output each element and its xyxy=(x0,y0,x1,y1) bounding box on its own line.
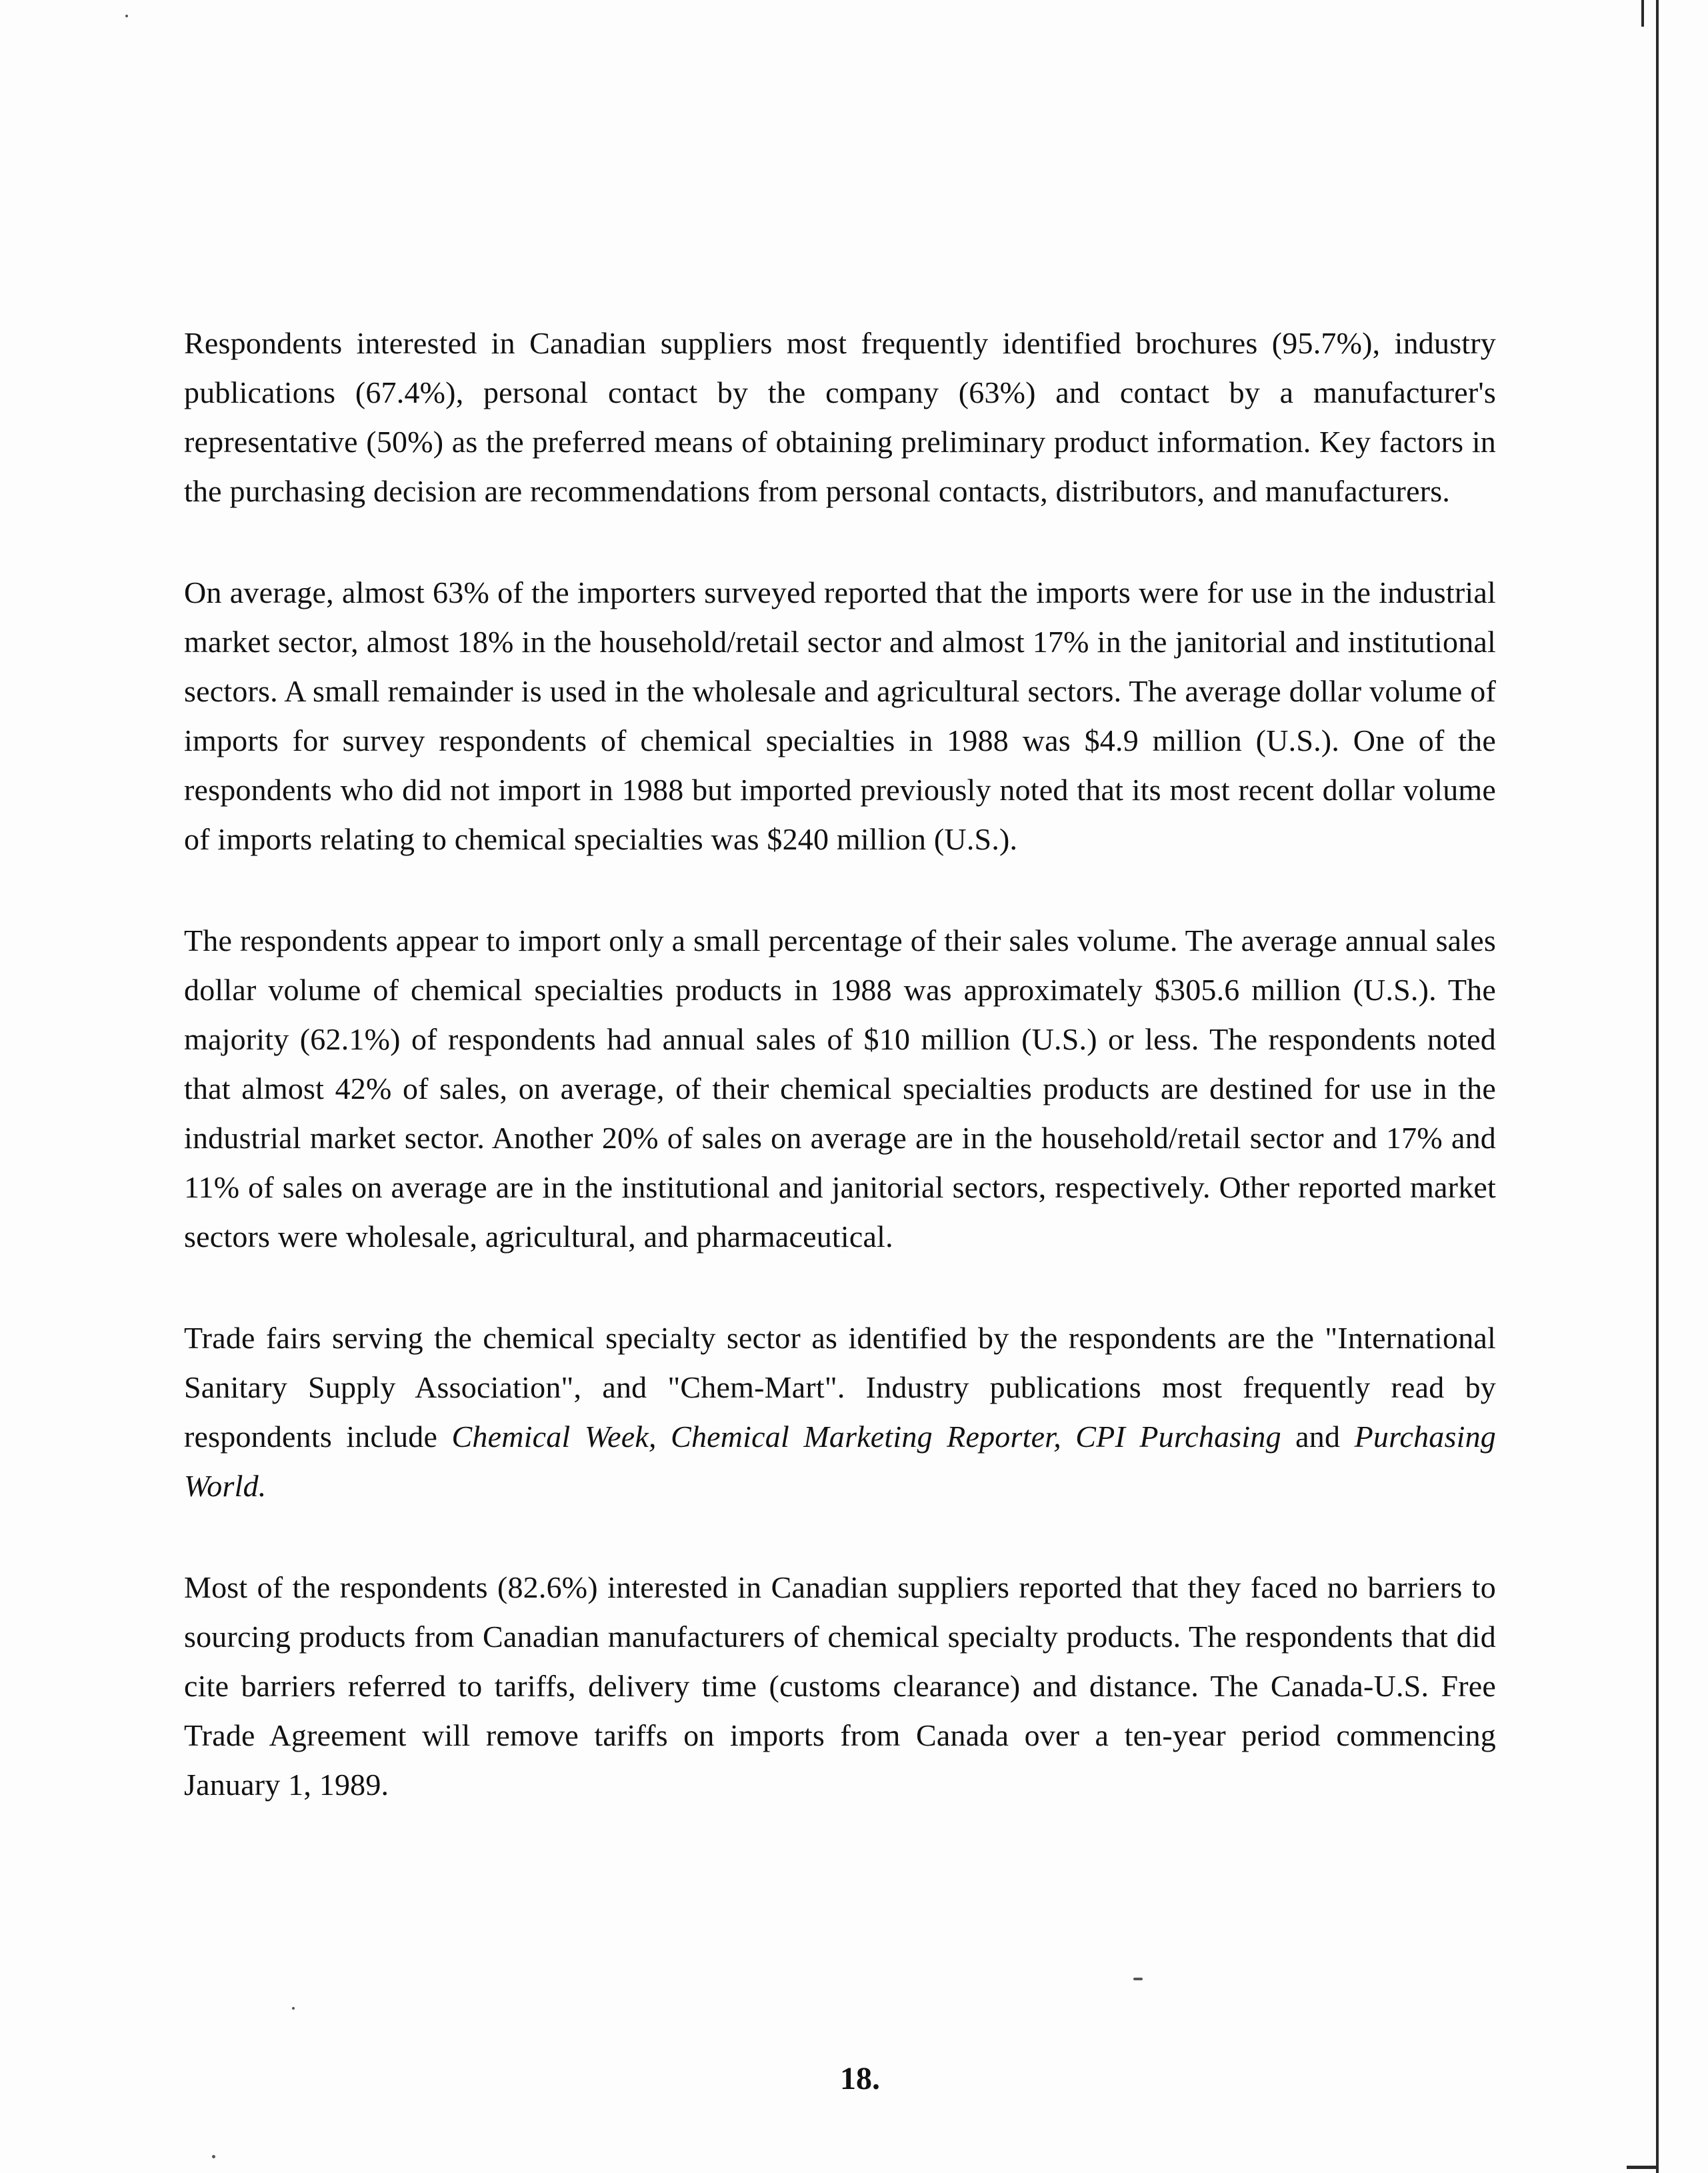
paragraph-import-market-sectors: On average, almost 63% of the importers surveyed reported that the imports were for use in the industrial market sector, almost 18% in the household/retail sector and almost 17% in the janitorial and institutional sectors. A small remainder is used in the wholesale and agricultural sectors. The average dollar volume of imports for survey respondents of chemical specialties in 1988 was $4.9 million (U.S.). One of the respondents who did not import in 1988 but imported previously noted that its most recent dollar volume of imports relating to chemical specialties was $240 million (U.S.). xyxy=(184,575,1496,856)
publication-titles-first: Chemical Week, Chemical Marketing Reporter, CPI Purchasing xyxy=(451,1420,1281,1454)
body-text xyxy=(184,319,1496,1862)
scan-speck xyxy=(212,2155,215,2158)
paragraph-preferred-information-sources: Respondents interested in Canadian suppliers most frequently identified brochures (95.7%), industry publications (67.4%), personal contact by the company (63%) and contact by a manufacturer's representative (50%) as the preferred means of obtaining preliminary product information. Key factors in the purchasing decision are recommendations from personal contacts, distributors, and manufacturers. xyxy=(184,326,1496,508)
trade-fairs-lead-text: Trade fairs serving the chemical specialty sector as identified by the respondents are the "International Sanitary Supply Association", and "Chem-Mart". Industry publications most frequently read by respondents include xyxy=(184,1321,1496,1454)
paragraph-sales-volume: The respondents appear to import only a small percentage of their sales volume. The average annual sales dollar volume of chemical specialties products in 1988 was approximately $305.6 million (U.S.). The majority (62.1%) of respondents had annual sales of $10 million (U.S.) or less. The respondents noted that almost 42% of sales, on average, of their chemical specialties products are destined for use in the industrial market sector. Another 20% of sales on average are in the household/retail sector and 17% and 11% of sales on average are in the institutional and janitorial sectors, respectively. Other reported market sectors were wholesale, agricultural, and pharmaceutical. xyxy=(184,923,1496,1254)
paragraph-barriers-to-sourcing: Most of the respondents (82.6%) interested in Canadian suppliers reported that they faced no barriers to sourcing products from Canadian manufacturers of chemical specialty products. The respondents that did cite barriers referred to tariffs, delivery time (customs clearance) and distance. The Canada-U.S. Free Trade Agreement will remove tariffs on imports from Canada over a ten-year period commencing January 1, 1989. xyxy=(184,1570,1496,1802)
publication-title-purchasing-world: Purchasing World. xyxy=(184,1420,1496,1503)
page-number: 18. xyxy=(840,2061,880,2096)
scan-speck xyxy=(125,15,128,17)
scan-speck xyxy=(1133,1978,1143,1980)
scan-edge-mark-top xyxy=(1641,0,1644,27)
scan-edge-mark-bottom xyxy=(1627,2166,1659,2169)
scan-edge-border xyxy=(1656,0,1659,2173)
paragraph-trade-fairs-publications xyxy=(184,1314,1496,1511)
scan-speck xyxy=(292,2007,295,2010)
publication-joiner: and xyxy=(1281,1420,1355,1454)
